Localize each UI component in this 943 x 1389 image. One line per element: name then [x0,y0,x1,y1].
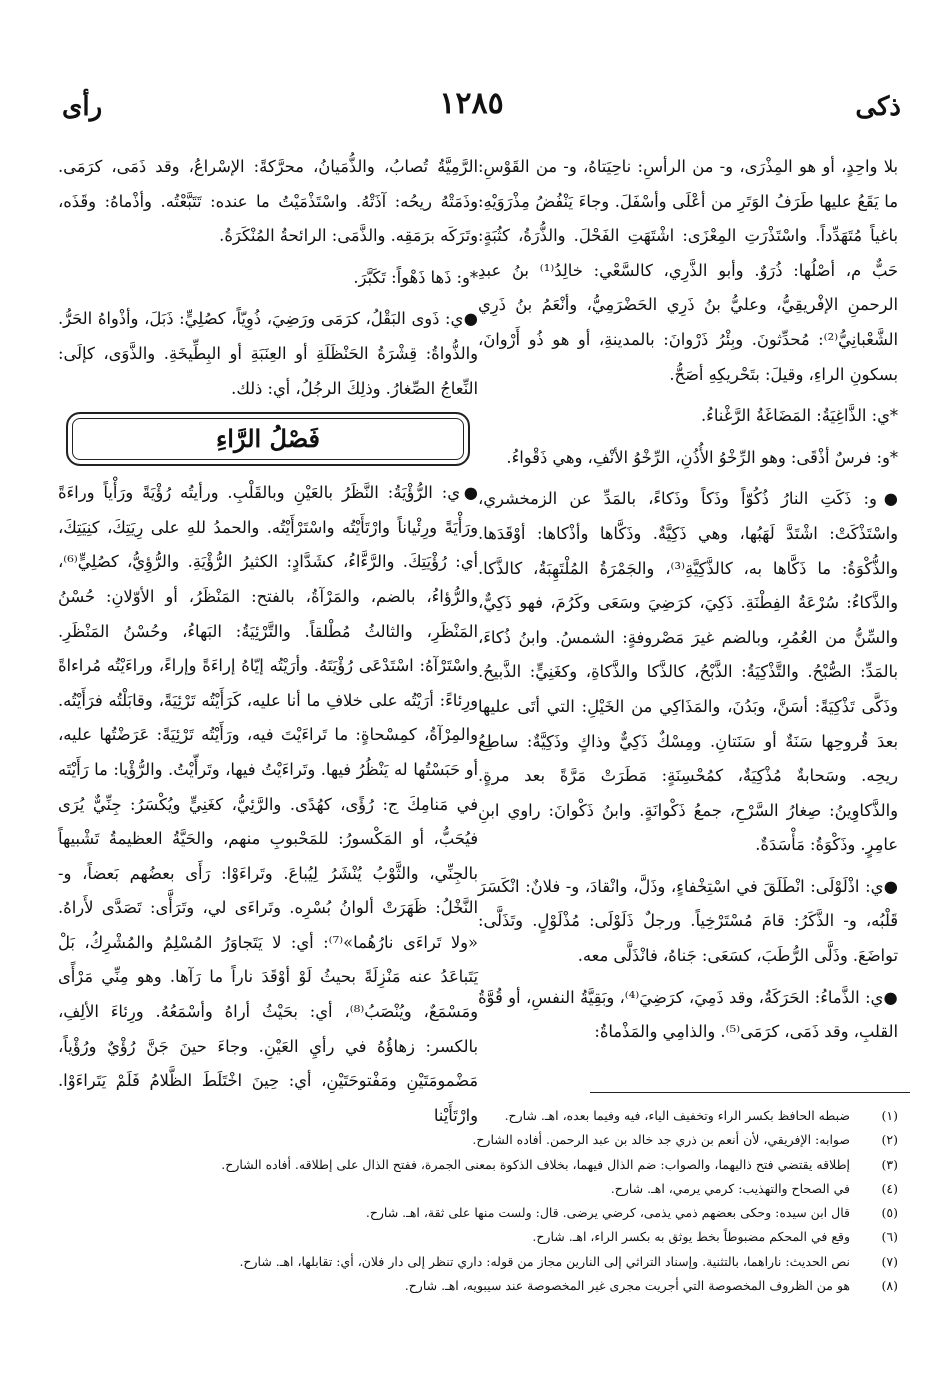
footnote [58,1153,898,1177]
right-column [478,150,898,1050]
footnote-number: (٣) [881,1156,898,1172]
footnote [58,1274,898,1298]
entry-paragraph: بلا واحِدٍ، أو هو المِذْرَى، و- من الرأسِ: ناحِيَتاهُ، و- من القَوْسِ: ما يَقَعُ عليها طَرَفُ الوَتَرِ من أعْلَى وأسْفَلَ. وجاءَ يَنْفُضُ مِذْرَوَيْهِ: باغياً مُتَهَدِّداً. واسْتَذْرَتِ المِعْزَى: اشْتَهَتِ الفَحْلَ. والذُّرَةُ، كثُبَةٍ: حَبٌّ م، أصْلُها: ذُرَوٌ. وأبو الذَّرِي، كالسَّعْي: خالِدُ⁽¹⁾ بنُ عبدِ الرحمنِ الإفْريقِيُّ، وعليُّ بنُ ذَرِي الحَضْرَمِيُّ، وأنْعَمُ بنُ ذَرِي الشَّعْبانِيُّ⁽²⁾: مُحدِّثونَ. وبِئْرُ ذَرْوانَ: بالمدينةِ، أو هو ذُو أَرْوانَ، بسكونِ الراءِ، وقيلَ: بتَحْريكِهِ أصَحُّ. [478,157,898,384]
entry-paragraph: ●ي: ذَوى البَقْلُ، كرَمَى ورَضِيَ، ذُوِيّاً، كصُلِيٍّ: ذَبَلَ، وأذْواهُ الحَرُّ. والذُّواةُ: قِشْرَةُ الحَنْظَلَةِ أو العِنَبَةِ أو البِطِّيخَةِ. والذَّوَى، كإلَى: النِّعاجُ الصِّغارُ. وذلِكَ الرجُلُ، أي: ذلك. [58,309,478,398]
entry-paragraph: الرَّمِيَّةُ تُصابُ، والذُّمَيانُ، محرَّكةً: الإسْراعُ، وقد ذَمَى، كرَمَى. وذَمَتْهُ ريحُه: آذَتْهُ. واسْتَذْمَيْتُ ما عنده: تَتَبَّعْتُه. وأذْماهُ: وقَذَه، وتَرَكَه برَمَقِه. والذَّمَى: الرائحةُ المُنْكَرَةُ. [58,157,478,246]
left-column [58,150,478,1133]
entry-paragraph: *و: ذَها ذَهْواً: تَكَبَّرَ. [353,267,478,287]
footnote-text: إطلاقه يقتضي فتح ذاليهما، والصواب: ضم الذال فيهما، بخلاف الذكوة بمعنى الجمرة، ففتح الذال على إطلاقه. أفاده الشارح. [221,1156,850,1172]
entry-paragraph: *ي: الذَّاغِيَةُ: المَضَاغَةُ الرَّغْناءُ. [701,406,898,426]
page-number: ١٢٨٥ [439,86,504,121]
footnote-text: هو من الظروف المخصوصة التي أجريت مجرى غير المخصوصة عند سيبويه، اهـ. شارح. [404,1278,850,1294]
footnote-number: (٦) [881,1229,898,1245]
entry-paragraph: ●ي: اذْلَوْلَى: انْطَلَقَ في اسْتِخْفاءٍ، وذَلَّ، وانْقادَ، و- فلانٌ: انْكَسَرَ قَلْبُه، و- الذَّكَرُ: قامَ مُسْتَرْخِياً. ورجلٌ ذَلَوْلَى: مُذْلَوْلٍ. وتَذَلَّى: تواضَعَ. وذَلَّى الرُّطَبَ، كسَعَى: جَناهُ، فانْذَلَّى معه. [478,876,898,966]
footnote [58,1201,898,1225]
footnotes [58,1104,898,1298]
footnote-number: (٤) [881,1180,898,1196]
footnote-rule [590,1092,910,1093]
footnote-text: ضبطه الحافظ بكسر الراء وتخفيف الياء، فيه وفيما بعده، اهـ. شارح. [504,1108,850,1123]
footnote [58,1250,898,1274]
footnote-text: نص الحديث: ناراهما، بالتثنية. وإسناد التراثي إلى النارين مجاز من قوله: داري تنظر إلى دار فلان، أي: تقابلها، اهـ. شارح. [239,1253,850,1269]
footnote-text: صوابه: الإفريقي، لأن أنعم بن ذري جد خالد بن عبد الرحمن. أفاده الشارح. [472,1132,850,1148]
footnote-text: في الصحاح والتهذيب: كرمي يرمي، اهـ. شارح. [610,1180,850,1196]
footnote [58,1104,898,1128]
footnote [58,1225,898,1249]
footnote-text: وقع في المحكم مضبوطاً بخط يوثق به بكسر الراء، اهـ. شارح. [532,1229,850,1245]
section-heading: فَصْلُ الرَّاءِ [66,412,470,466]
entry-paragraph: *و: فرسٌ أذْقَى: وهو الرِّخْوُ الأُذُنِ، الرِّخْوُ الأنْفِ، وهي ذَقْواءُ. [506,447,898,467]
footnote [58,1177,898,1201]
footnote-number: (٥) [881,1205,898,1221]
entry-paragraph: ●ي: الذَّماءُ: الحَرَكَةُ، وقد ذَمِيَ، كرَضِيَ⁽⁴⁾، وبَقِيَّةُ النفسِ، أو قُوَّةُ القلبِ، وقد ذَمَى، كرَمَى⁽⁵⁾. والذامِي والمَذْماةُ: [478,987,898,1042]
footnote-number: (٨) [881,1278,898,1294]
footnote-number: (٧) [881,1253,898,1269]
running-head-right: ذكى [855,92,901,122]
footnote-text: قال ابن سيده: وحكى بعضهم ذمي يذمى، كرضي يرضى. قال: ولست منها على ثقة، اهـ. شارح. [365,1205,850,1221]
footnote-number: (١) [881,1108,898,1123]
footnote [58,1128,898,1152]
entry-paragraph: ●و: ذَكَتِ النارُ ذُكُوّاً وذَكاً وذَكاءً، بالمَدِّ عن الزمخشري، واسْتَذْكَتْ: اشْتَدَّ لَهَبُها، وهي ذَكِيَّةٌ. وذَكَّاها وأذْكاها: أوْقَدَها. والذُّكْوَةُ: ما ذَكَّاها به، كالذَّكِيَّةِ⁽³⁾، والجَمْرَةُ المُلْتَهِبَةُ، كالذَّكا. والذَّكاءُ: سُرْعَةُ الفِطْنَةِ. ذَكِيَ، كرَضِيَ وسَعَى وكَرُمَ، فهو ذَكِيٌّ، والسِّنُّ من العُمُرِ، وبالضم غيرَ مَصْروفةٍ: الشمسُ. وابنُ ذُكاءَ، بالمَدِّ: الصُّبْحُ. والتَّذْكِيَةُ: الذَّبْحُ، كالذَّكا والذَّكاةِ، وكغَنِيٍّ: الذَّبيحُ. وذَكَّى تَذْكِيَةً: أسَنَّ، وبَدُنَ، والمَذَاكِي من الخَيْلِ: التي أتَى عليها بعدَ قُروحِها سَنَةٌ أو سَنَتانِ. ومِسْكٌ ذَكِيٌّ وذاكٍ وذَكِيَّةٌ: ساطِعُ ريحِه. وسَحابةٌ مُذْكِيَةٌ، كمُحْسِنَةٍ: مَطَرَتْ مَرَّةً بعد مرةٍ. والذَّكاوِينُ: صِغارُ السَّرْحِ، جمعُ ذَكْوانَةٍ. وابنُ ذَكْوانَ: راوي ابنِ عامِرٍ. وذَكْوَةُ: مَأْسَدَةٌ. [478,489,898,855]
footnote-number: (٢) [881,1132,898,1148]
entry-paragraph: ●ي: الرُّؤْيَةُ: النَّظَرُ بالعَيْنِ وبالقَلْبِ. ورأيتُه رُؤْيَةً ورَأْياً وراءَةً ورَأْيَةً ورِئْياناً وارْتَأَيْتُه واسْتَرْأَيْتُه. والحمدُ للهِ على رِيَتِكَ، كنِيَتِكَ، أي: رُؤْيَتِكَ. والرَّءَّاءُ، كشَدَّادٍ: الكثيرُ الرُّؤْيَةِ. والرُّؤِيُّ، كصُلِيٍّ⁽⁶⁾، والرُّؤاءُ، بالضم، والمَرْآةُ، بالفتح: المَنْظَرُ، أو الأوّلانِ: حُسْنُ المَنْظَرِ، والثالثُ مُطْلقاً. والتَّرْئِيَةُ: البَهاءُ، وحُسْنُ المَنْظَرِ. واسْتَرْآهُ: اسْتَدْعَى رُؤْيَتَهُ. وأرَيْتُه إيّاهُ إراءَةً وإراءً، وراءَيْتُه مُراءاةً ورِئاءً: أرَيْتُه على خلافِ ما أنا عليه، كَرَأَيْتُه تَرْئِيَةً، وقابَلْتُه فرَأَيْتُه. والمِرْآةُ، كمِسْحاةٍ: ما تَراءَيْتَ فيه، ورَأَيْتُه تَرْئِيَةً: عَرَضْتُها عليه، أو حَبَسْتُها له يَنْظُرُ فيها. وتَراءَيْتُ فيها، وتَرأّيْتُ. والرُّؤْيا: ما رَأَيْتَه في مَنامِكَ ج: رُؤًى، كهُدًى. والرَّئِيُّ، كغَنِيٍّ ويُكْسَرُ: جِنِّيٌّ يُرَى فيُحَبُّ، أو المَكْسورُ: للمَحْبوبِ منهم، والحَيَّةُ العظيمةُ تَشْبيهاً بالجِنِّي، والثَّوْبُ يُنْشَرُ لِيُباعَ. وتَراءَوْا: رَأَى بعضُهم بَعضاً، و- النَّخْلُ: ظَهَرَتْ ألوانُ بُسْرِه. وتَراءَى لي، وتَرَأَّى: تَصَدَّى لأَراهُ. «ولا تَراءَى نارُهُما»⁽⁷⁾: أي: لا يَتَجاوَرُ المُسْلِمُ والمُشْرِكُ، بَلْ يَتَباعَدُ عنه مَنْزِلَةً بحيثُ لَوْ أوْقَدَ ناراً ما رَآها. وهو مِنِّي مَرْأًى ومَسْمَعٌ، ويُنْصَبُ⁽⁸⁾، أي: بحَيْثُ أراهُ وأسْمَعُهُ. ورِئاءَ الألِفِ، بالكسر: زهاؤُهُ في رأيِ العَيْنِ. وجاءَ حينَ جَنَّ رُؤْيٌ ورُؤْياً، مَضْمومَتَيْنِ ومَفْتوحَتَيْنِ، أي: حِينَ اخْتَلَطَ الظَّلامُ فَلَمْ يَتَراءَوْا. وارْتَأَيْنا [58,483,478,1125]
running-head-left: رأى [62,92,103,122]
